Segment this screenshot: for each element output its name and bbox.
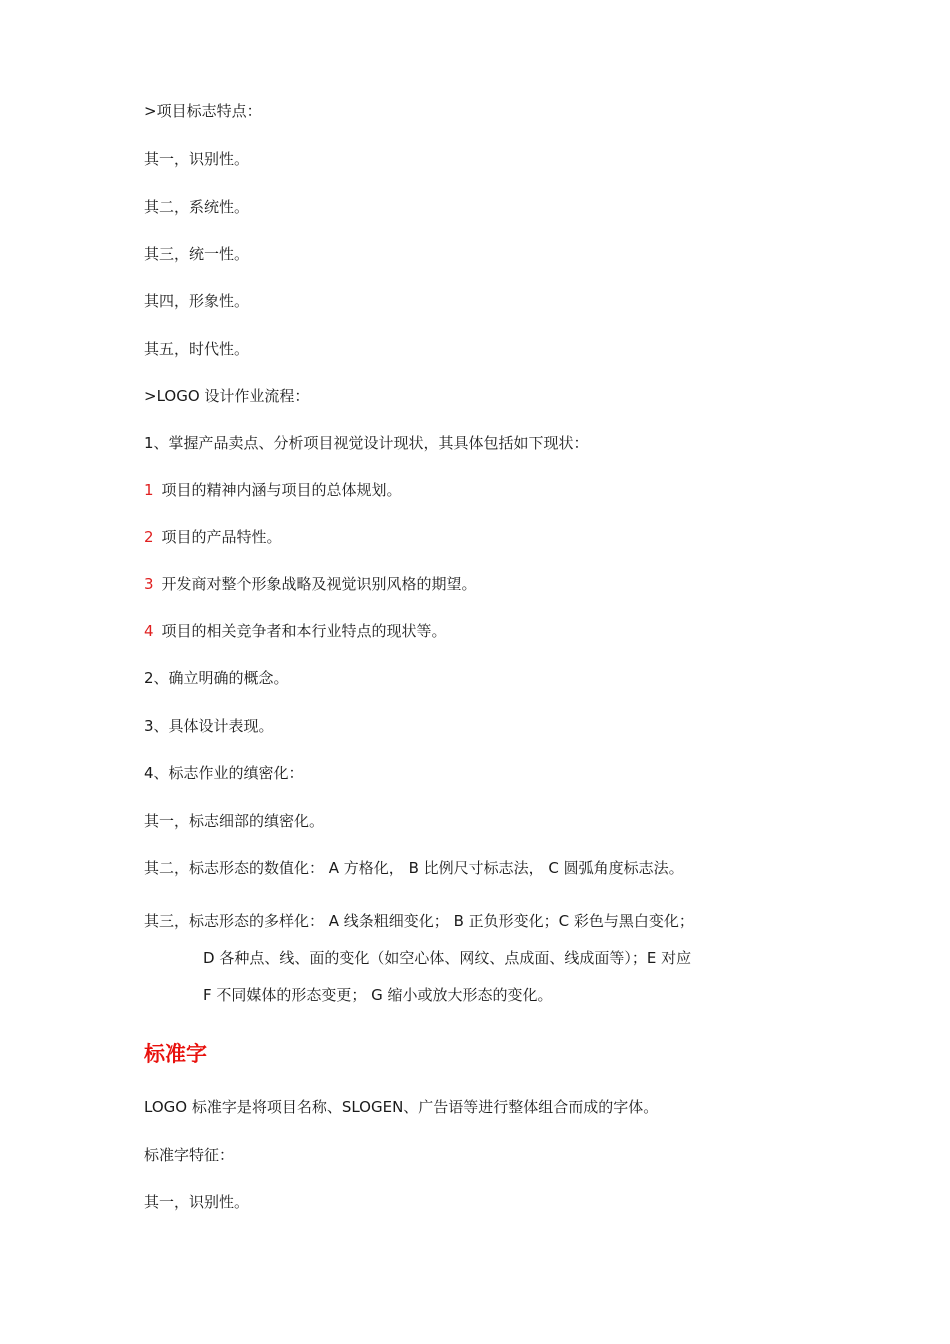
refine-item: 其二，标志形态的数值化： A 方格化， B 比例尺寸标志法， C 圆弧角度标志法。 (144, 859, 684, 877)
workflow-step-3: 3、具体设计表现。 (144, 717, 274, 735)
standard-font-description: LOGO 标准字是将项目名称、SLOGEN、广告语等进行整体组合而成的字体。 (144, 1098, 659, 1116)
refine-item: 其一，标志细部的缜密化。 (144, 812, 325, 830)
feature-item: 其五，时代性。 (144, 340, 250, 358)
sub-item-text: 开发商对整个形象战略及视觉识别风格的期望。 (161, 575, 477, 593)
sub-item-number: 1 (144, 481, 154, 499)
workflow-title: >LOGO 设计作业流程： (144, 387, 310, 405)
workflow-sub-item (144, 480, 402, 500)
workflow-sub-item (144, 527, 282, 547)
refine-item: 其三，标志形态的多样化： A 线条粗细变化； B 正负形变化；C 彩色与黑白变化； (144, 912, 694, 930)
feature-item: 其四，形象性。 (144, 292, 250, 310)
sub-item-text: 项目的精神内涵与项目的总体规划。 (161, 481, 402, 499)
section-heading: 标准字 (144, 1042, 207, 1066)
sub-item-text: 项目的相关竞争者和本行业特点的现状等。 (161, 622, 447, 640)
refine-continuation: D 各种点、线、面的变化（如空心体、网纹、点成面、线成面等）；E 对应 (203, 949, 692, 967)
workflow-step-4: 4、标志作业的缜密化： (144, 764, 304, 782)
workflow-step-1: 1、掌握产品卖点、分析项目视觉设计现状，其具体包括如下现状： (144, 434, 589, 452)
feature-item: 其三，统一性。 (144, 245, 250, 263)
feature-item: 其一，识别性。 (144, 150, 250, 168)
workflow-sub-item (144, 621, 447, 641)
refine-continuation: F 不同媒体的形态变更； G 缩小或放大形态的变化。 (203, 986, 553, 1004)
sub-item-number: 3 (144, 575, 154, 593)
sub-item-text: 项目的产品特性。 (161, 528, 282, 546)
workflow-sub-item (144, 574, 477, 594)
feature-item: 其二，系统性。 (144, 198, 250, 216)
workflow-step-2: 2、确立明确的概念。 (144, 669, 289, 687)
sub-item-number: 4 (144, 622, 154, 640)
sub-item-number: 2 (144, 528, 154, 546)
standard-font-feature-item: 其一，识别性。 (144, 1193, 250, 1211)
features-title: >项目标志特点： (144, 102, 262, 120)
standard-font-features-title: 标准字特征： (144, 1146, 235, 1164)
